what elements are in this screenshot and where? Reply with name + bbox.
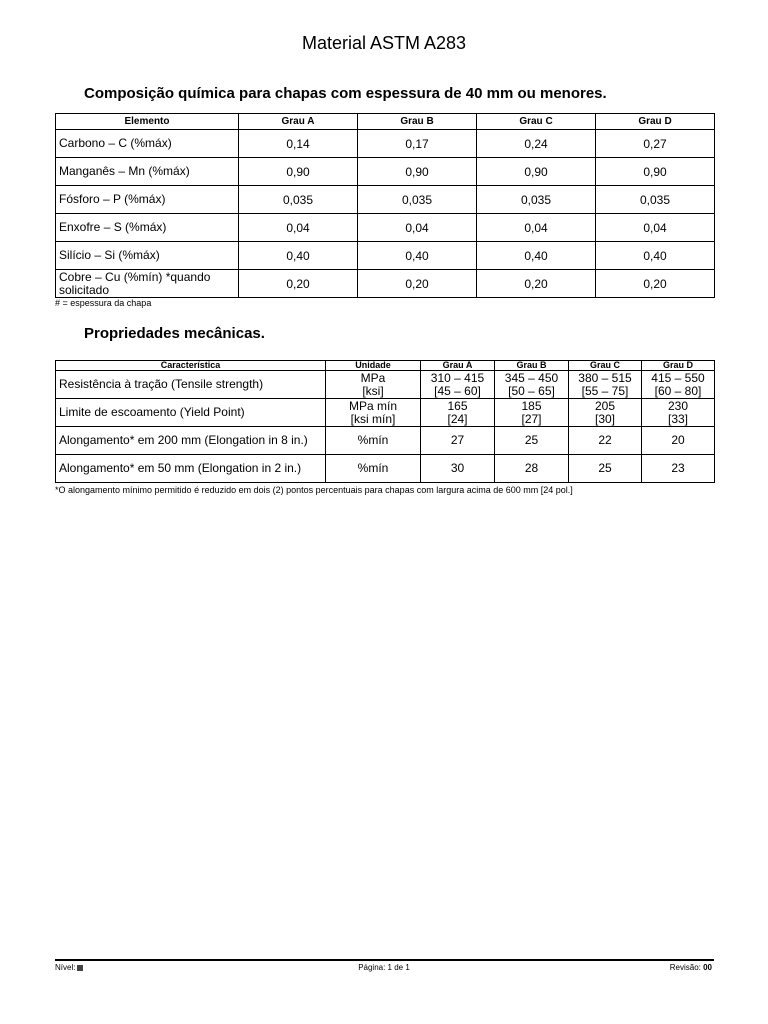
cell-value: 205 [30] bbox=[569, 399, 642, 427]
cell-value: 0,40 bbox=[477, 242, 596, 270]
cell-value: 345 – 450 [50 – 65] bbox=[495, 371, 569, 399]
cell-value: 0,90 bbox=[596, 158, 715, 186]
cell-value: 0,04 bbox=[596, 214, 715, 242]
cell-value: 0,90 bbox=[477, 158, 596, 186]
cell-value: 0,035 bbox=[596, 186, 715, 214]
cell-value: 0,04 bbox=[239, 214, 358, 242]
table-row bbox=[56, 130, 715, 158]
cell-value: 0,14 bbox=[239, 130, 358, 158]
cell-value: 0,04 bbox=[358, 214, 477, 242]
cell-value: 23 bbox=[642, 455, 715, 483]
column-header: Grau B bbox=[495, 361, 569, 371]
mechanical-heading: Propriedades mecânicas. bbox=[84, 325, 265, 342]
column-header: Grau B bbox=[358, 114, 477, 130]
row-label: Alongamento* em 200 mm (Elongation in 8 in.) bbox=[56, 427, 326, 455]
row-label: Limite de escoamento (Yield Point) bbox=[56, 399, 326, 427]
row-label: Carbono – C (%máx) bbox=[56, 130, 239, 158]
column-header: Grau D bbox=[642, 361, 715, 371]
table-row bbox=[56, 214, 715, 242]
cell-value: 165 [24] bbox=[421, 399, 495, 427]
row-label: Alongamento* em 50 mm (Elongation in 2 in.) bbox=[56, 455, 326, 483]
cell-value: 22 bbox=[569, 427, 642, 455]
footer-revision: Revisão: 00 bbox=[669, 963, 712, 972]
cell-value: 25 bbox=[495, 427, 569, 455]
elongation-note: *O alongamento mínimo permitido é reduzido em dois (2) pontos percentuais para chapas com largura acima de 600 mm [24 pol.] bbox=[55, 485, 573, 495]
cell-value: 28 bbox=[495, 455, 569, 483]
row-label: Resistência à tração (Tensile strength) bbox=[56, 371, 326, 399]
cell-value: 0,035 bbox=[477, 186, 596, 214]
row-label: Cobre – Cu (%mín) *quando solicitado bbox=[56, 270, 239, 298]
composition-heading: Composição química para chapas com espessura de 40 mm ou menores. bbox=[84, 85, 607, 102]
cell-value: 0,90 bbox=[239, 158, 358, 186]
table-row bbox=[56, 371, 715, 399]
cell-value: 20 bbox=[642, 427, 715, 455]
thickness-note: # = espessura da chapa bbox=[55, 298, 152, 308]
cell-value: 0,04 bbox=[477, 214, 596, 242]
cell-value: 0,90 bbox=[358, 158, 477, 186]
cell-value: 0,035 bbox=[358, 186, 477, 214]
cell-value: 27 bbox=[421, 427, 495, 455]
footer-divider bbox=[55, 959, 714, 961]
column-header: Grau C bbox=[569, 361, 642, 371]
cell-value: 25 bbox=[569, 455, 642, 483]
page-title: Material ASTM A283 bbox=[301, 33, 467, 53]
cell-value: 0,27 bbox=[596, 130, 715, 158]
unit-cell: MPa [ksi] bbox=[326, 371, 421, 399]
column-header: Grau C bbox=[477, 114, 596, 130]
table-row bbox=[56, 455, 715, 483]
cell-value: 0,035 bbox=[239, 186, 358, 214]
row-label: Manganês – Mn (%máx) bbox=[56, 158, 239, 186]
cell-value: 230 [33] bbox=[642, 399, 715, 427]
cell-value: 0,20 bbox=[358, 270, 477, 298]
table-row bbox=[56, 242, 715, 270]
table-row bbox=[56, 270, 715, 298]
column-header: Característica bbox=[56, 361, 326, 371]
cell-value: 0,17 bbox=[358, 130, 477, 158]
cell-value: 310 – 415 [45 – 60] bbox=[421, 371, 495, 399]
unit-cell: %mín bbox=[326, 427, 421, 455]
unit-cell: %mín bbox=[326, 455, 421, 483]
cell-value: 0,40 bbox=[358, 242, 477, 270]
table-row bbox=[56, 399, 715, 427]
cell-value: 0,20 bbox=[596, 270, 715, 298]
mechanical-table bbox=[55, 360, 715, 483]
cell-value: 380 – 515 [55 – 75] bbox=[569, 371, 642, 399]
cell-value: 0,24 bbox=[477, 130, 596, 158]
footer-nivel: Nível: bbox=[55, 963, 83, 972]
table-row bbox=[56, 158, 715, 186]
table-row bbox=[56, 186, 715, 214]
cell-value: 415 – 550 [60 – 80] bbox=[642, 371, 715, 399]
cell-value: 0,20 bbox=[477, 270, 596, 298]
cell-value: 185 [27] bbox=[495, 399, 569, 427]
row-label: Fósforo – P (%máx) bbox=[56, 186, 239, 214]
composition-table bbox=[55, 113, 715, 298]
cell-value: 0,20 bbox=[239, 270, 358, 298]
column-header: Grau A bbox=[421, 361, 495, 371]
column-header: Grau A bbox=[239, 114, 358, 130]
column-header: Grau D bbox=[596, 114, 715, 130]
column-header: Elemento bbox=[56, 114, 239, 130]
column-header: Unidade bbox=[326, 361, 421, 371]
cell-value: 0,40 bbox=[239, 242, 358, 270]
footer-page: Página: 1 de 1 bbox=[358, 963, 410, 972]
cell-value: 0,40 bbox=[596, 242, 715, 270]
row-label: Enxofre – S (%máx) bbox=[56, 214, 239, 242]
row-label: Silício – Si (%máx) bbox=[56, 242, 239, 270]
table-row bbox=[56, 427, 715, 455]
cell-value: 30 bbox=[421, 455, 495, 483]
unit-cell: MPa mín [ksi mín] bbox=[326, 399, 421, 427]
